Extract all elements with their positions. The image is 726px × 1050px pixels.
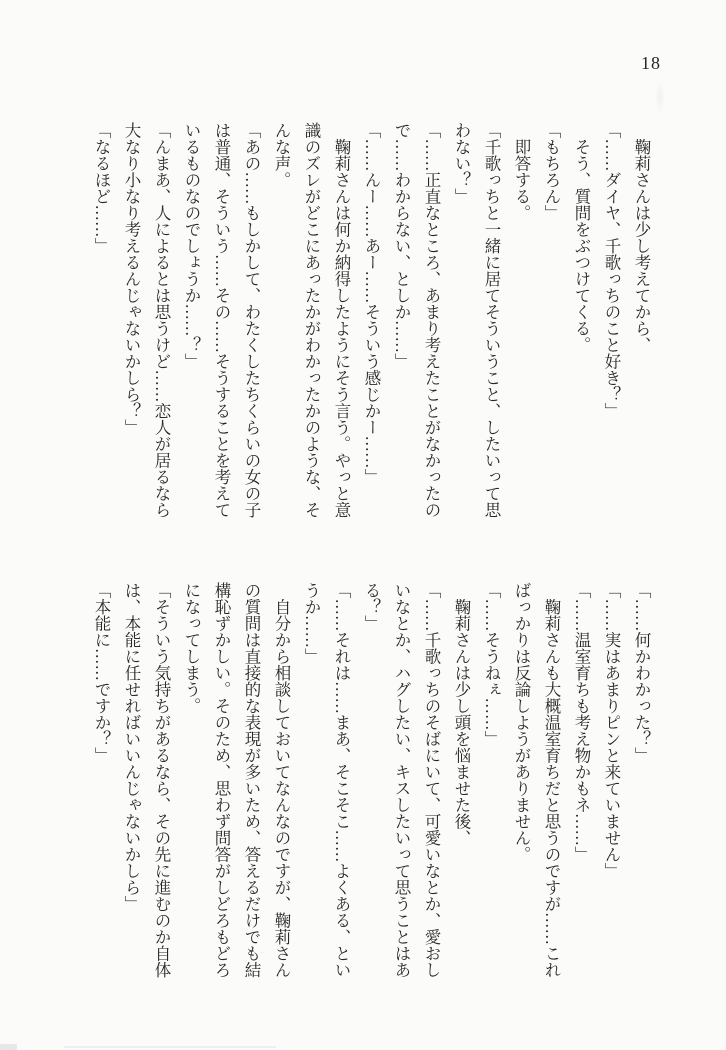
text-column: 「……それは……まあ、そこそこ……よくある、とい (332, 582, 351, 978)
text-column: そう、質問をぶつけてくる。 (572, 122, 591, 353)
text-column: 大なり小なり考えるんじゃないかしら？」 (122, 122, 141, 436)
text-column: 「……ダイヤ、千歌っちのこと好き？」 (602, 122, 621, 419)
text-column: 「もちろん」 (542, 122, 561, 221)
scan-artifact-corner (0, 1044, 17, 1050)
text-column: 鞠莉さんも大概温室育ちだと思うのですが……これ (542, 582, 561, 978)
text-column: うか……」 (302, 582, 321, 665)
text-column: 識のズレがどこにあったかがわかったかのような、そ (302, 122, 321, 518)
page-number: 18 (641, 53, 661, 73)
text-column: 「千歌っちと一緒に居てそういうこと、したいって思 (482, 122, 501, 518)
text-column: 構恥ずかしい。そのため、思わず問答がしどろもどろ (212, 582, 231, 978)
text-column: いるものなのでしょうか……？」 (182, 122, 201, 370)
text-column: 「……そうねぇ……」 (482, 582, 501, 747)
text-column: 「……千歌っちのそばにいて、可愛いなとか、愛おし (422, 582, 441, 978)
text-column: いなとか、ハグしたい、キスしたいって思うことはあ (392, 582, 411, 978)
text-column: んな声。 (272, 122, 291, 188)
text-column: る？」 (362, 582, 381, 632)
text-column: 自分から相談しておいてなんなのですが、鞠莉さん (272, 582, 291, 978)
text-column: 「……正直なところ、あまり考えたことがなかったの (422, 122, 441, 518)
text-column: 「あの……もしかして、わたくしたちくらいの女の子 (242, 122, 261, 518)
text-column: は普通、そういう……その……そうすることを考えて (212, 122, 231, 518)
text-column: ばっかりは反論しようがありません。 (512, 582, 531, 863)
text-band-top (86, 122, 656, 522)
text-column: は、本能に任せればいいんじゃないかしら」 (122, 582, 141, 912)
scan-artifact-line (64, 1046, 276, 1048)
text-column: で……わからない、としか……」 (392, 122, 411, 370)
text-column: 鞠莉さんは少し頭を悩ませた後、 (452, 582, 471, 846)
text-column: わない？」 (452, 122, 471, 205)
scan-smudge (655, 80, 665, 114)
text-column: 「なるほど……」 (92, 122, 111, 254)
text-column: 「……実はあまりピンと来ていません」 (602, 582, 621, 879)
text-column: 即答する。 (512, 122, 531, 221)
text-column: 「んまあ、人によるとは思うけど……恋人が居るなら (152, 122, 171, 518)
text-column: 「そういう気持ちがあるなら、その先に進むのか自体 (152, 582, 171, 978)
text-column: 「……んー……あー……そういう感じかー……」 (362, 122, 381, 485)
text-column: 「……何かわかった？」 (632, 582, 651, 764)
text-column: になってしまう。 (182, 582, 201, 714)
text-band-bottom (86, 582, 656, 982)
text-column: の質問は直接的な表現が多いため、答えるだけでも結 (242, 582, 261, 978)
text-column: 鞠莉さんは少し考えてから、 (632, 122, 651, 353)
text-column: 「本能に……ですか？」 (92, 582, 111, 764)
text-column: 「……温室育ちも考え物かもネ……」 (572, 582, 591, 863)
text-column: 鞠莉さんは何か納得したようにそう言う。やっと意 (332, 122, 351, 518)
